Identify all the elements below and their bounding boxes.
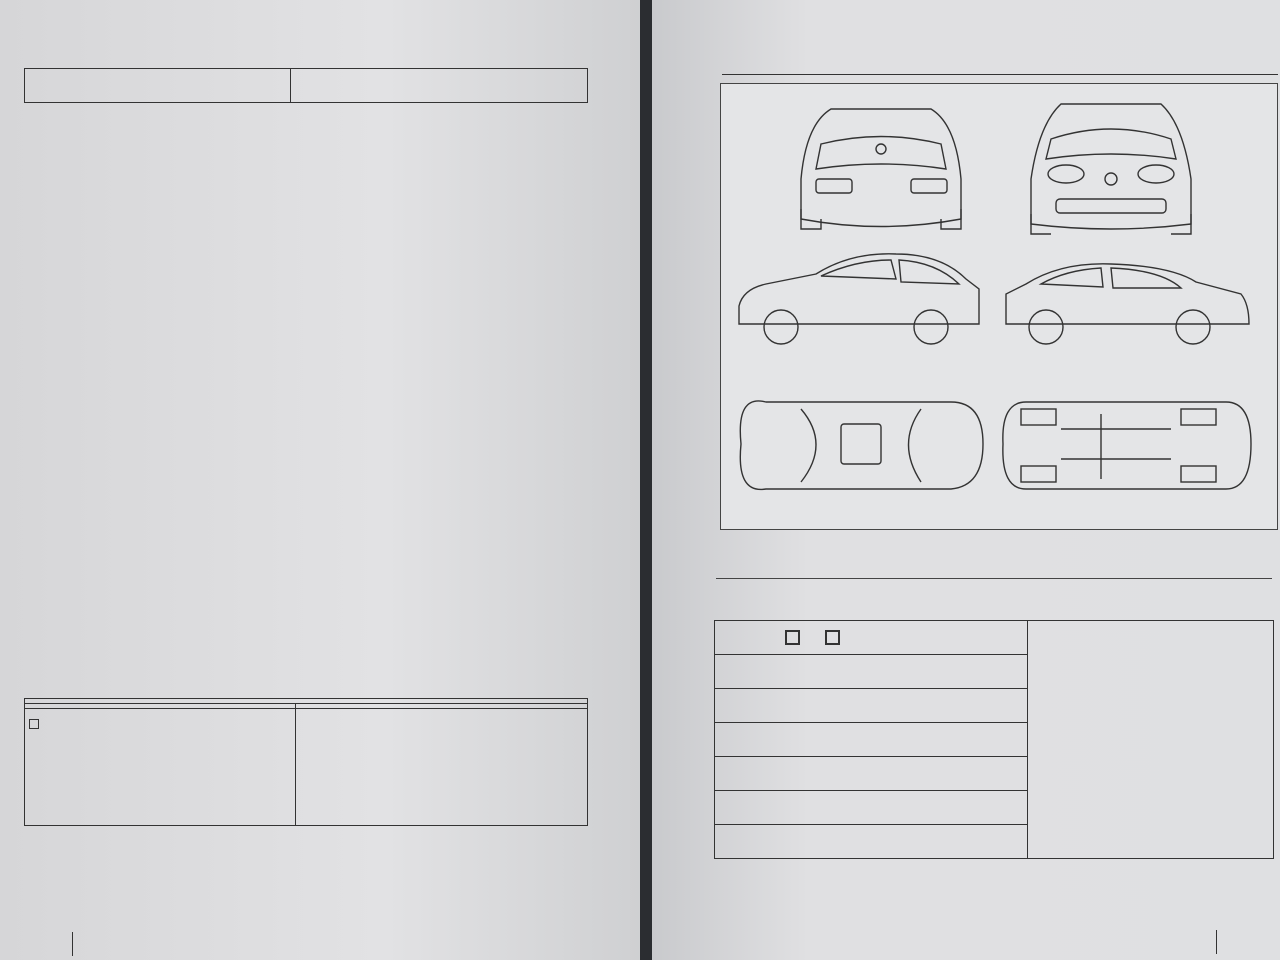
description-line[interactable] (715, 825, 1028, 859)
event-cell (25, 709, 296, 826)
stamp-cell (1028, 621, 1274, 859)
nein-checkbox[interactable] (825, 630, 840, 645)
interval-checkbox[interactable] (29, 719, 39, 729)
footer-divider (72, 932, 73, 956)
title-rule (722, 74, 1278, 75)
car-front-view (1031, 104, 1191, 234)
service-form-table (24, 68, 588, 103)
description-line[interactable] (715, 723, 1028, 757)
next-service-table (24, 698, 588, 826)
defects-question-cell (715, 621, 1028, 655)
col2-header (290, 69, 587, 103)
description-line[interactable] (715, 791, 1028, 825)
col1-header (25, 69, 291, 103)
footer-divider (1216, 930, 1217, 954)
car-illustrations (721, 84, 1277, 529)
car-side-view-right (1006, 264, 1249, 344)
car-underbody-view (1003, 402, 1251, 489)
description-label (715, 655, 1028, 689)
ja-checkbox[interactable] (785, 630, 800, 645)
defects-table (714, 620, 1274, 859)
car-rear-view (801, 109, 961, 229)
extra-cell (296, 709, 588, 826)
description-line[interactable] (715, 757, 1028, 791)
car-diagram (720, 83, 1278, 530)
car-top-view (740, 401, 983, 490)
car-side-view-left (739, 254, 979, 344)
figure-caption (716, 531, 722, 543)
marks-rule (716, 578, 1272, 579)
description-line[interactable] (715, 689, 1028, 723)
